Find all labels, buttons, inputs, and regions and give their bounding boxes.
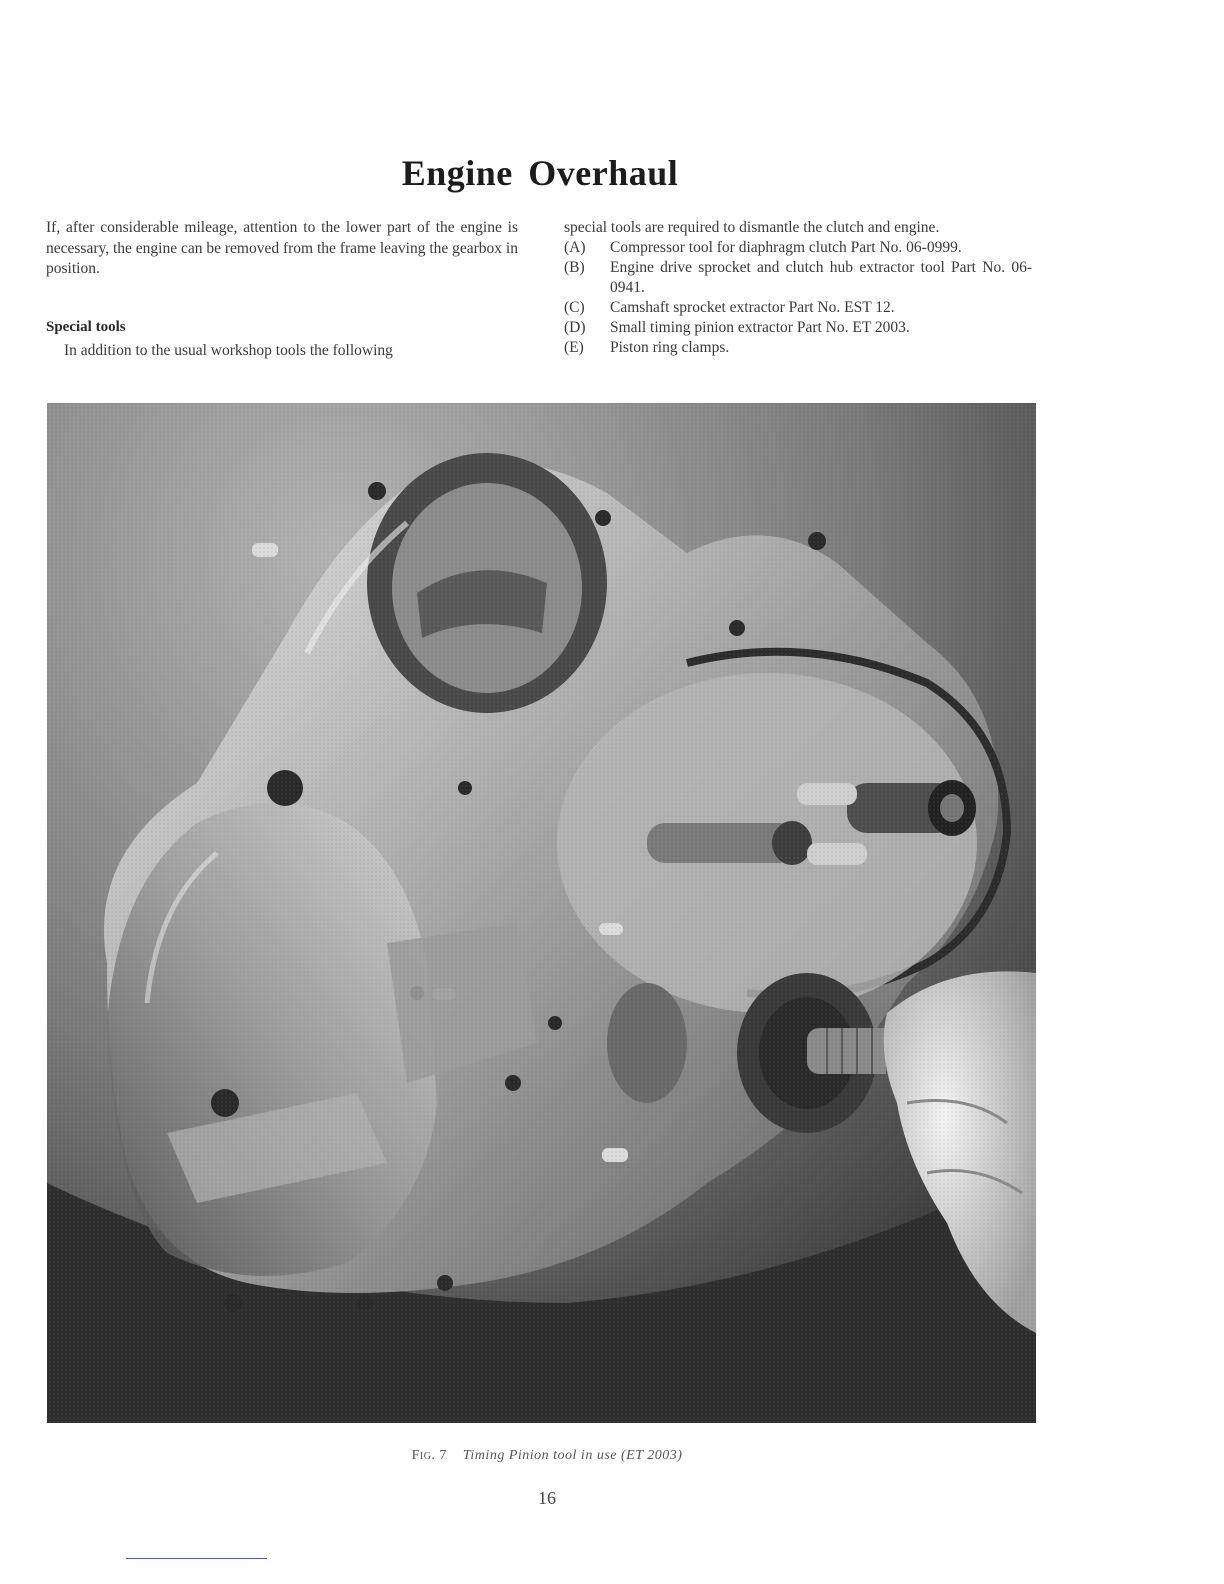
- tool-item-text: Engine drive sprocket and clutch hub extractor tool Part No. 06-0941.: [610, 259, 1032, 296]
- tool-item-key: (D): [564, 319, 586, 336]
- tool-item-a: [564, 238, 1032, 258]
- tool-item-key: (C): [564, 299, 585, 316]
- special-tools-list: [564, 238, 1032, 358]
- figure-label: Fig. 7: [411, 1448, 447, 1463]
- tool-item-text: Piston ring clamps.: [610, 339, 730, 356]
- tool-item-c: [564, 298, 1032, 318]
- page-number: 16: [538, 1488, 556, 1508]
- special-tools-heading: Special tools: [46, 318, 126, 335]
- intro-paragraph: If, after considerable mileage, attention to the lower part of the engine is necessary, the engine can be removed from the frame leaving the gearbox in position.: [46, 219, 518, 277]
- footer-rule: [126, 1558, 267, 1559]
- tool-item-key: (E): [564, 339, 584, 356]
- figure-caption-text: Timing Pinion tool in use (ET 2003): [462, 1448, 683, 1463]
- special-tools-lead-in-continued: special tools are required to dismantle the clutch and engine.: [564, 219, 940, 236]
- tool-item-d: [564, 318, 1032, 338]
- special-tools-lead-in: In addition to the usual workshop tools the following: [64, 342, 393, 359]
- tool-item-key: (B): [564, 259, 585, 276]
- tool-item-text: Small timing pinion extractor Part No. ET 2003.: [610, 319, 910, 336]
- tool-item-e: [564, 338, 1032, 358]
- page-title: Engine Overhaul: [401, 153, 679, 194]
- tool-item-key: (A): [564, 239, 586, 256]
- tool-item-b: [564, 258, 1032, 298]
- right-column: [564, 218, 1032, 358]
- engine-photo: [47, 403, 1036, 1423]
- tool-item-text: Compressor tool for diaphragm clutch Part No. 06-0999.: [610, 239, 962, 256]
- engine-photo-illustration: [47, 403, 1036, 1423]
- figure-caption: [0, 1448, 1094, 1464]
- left-column: [46, 218, 518, 362]
- tool-item-text: Camshaft sprocket extractor Part No. EST 12.: [610, 299, 895, 316]
